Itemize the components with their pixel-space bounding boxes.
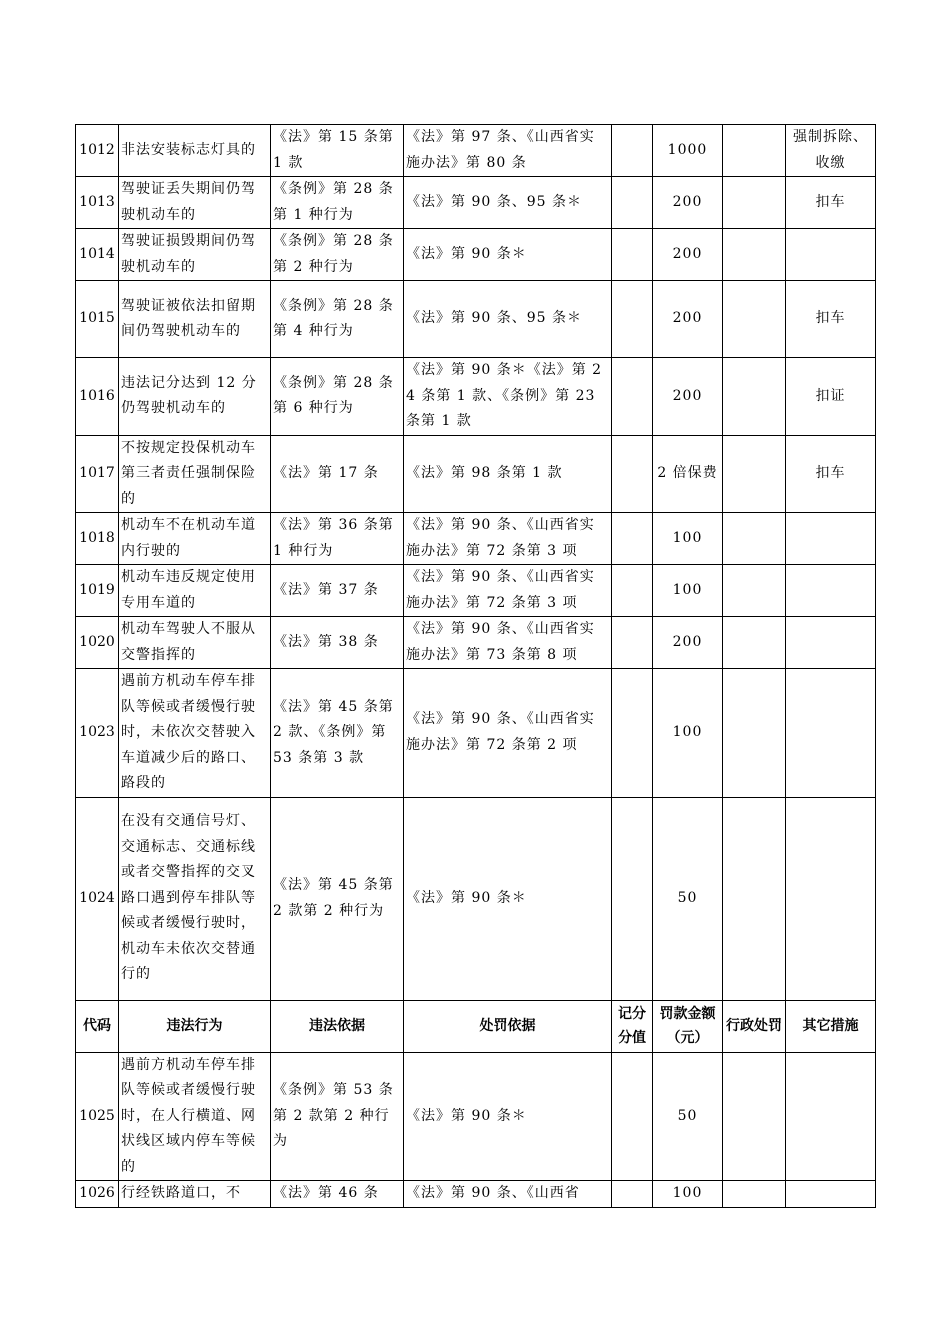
violation-basis-cell: 《条例》第 28 条第 1 种行为 [271,177,404,229]
table-row [76,797,876,1000]
behavior-cell: 不按规定投保机动车第三者责任强制保险的 [119,435,271,513]
code-cell: 1026 [76,1181,119,1208]
code-cell: 1025 [76,1052,119,1181]
table-row [76,177,876,229]
penalty-basis-cell: 《法》第 90 条、95 条＊ [404,177,612,229]
code-cell: 1014 [76,229,119,281]
points-cell [612,617,653,669]
table-row [76,1052,876,1181]
violation-basis-cell: 《法》第 45 条第 2 款第 2 种行为 [271,797,404,1000]
points-cell [612,1052,653,1181]
admin-penalty-cell [723,565,786,617]
points-cell [612,358,653,436]
other-measures-cell [786,513,876,565]
table-row [76,669,876,798]
fine-cell: 200 [653,177,723,229]
code-cell: 1018 [76,513,119,565]
code-cell: 1024 [76,797,119,1000]
fine-cell: 100 [653,1181,723,1208]
behavior-cell: 驾驶证损毁期间仍驾驶机动车的 [119,229,271,281]
points-cell [612,797,653,1000]
other-measures-cell [786,617,876,669]
admin-penalty-cell [723,177,786,229]
behavior-cell: 驾驶证丢失期间仍驾驶机动车的 [119,177,271,229]
other-measures-cell [786,229,876,281]
penalty-basis-cell: 《法》第 90 条、《山西省实施办法》第 72 条第 3 项 [404,565,612,617]
admin-penalty-cell [723,125,786,177]
admin-penalty-cell [723,358,786,436]
behavior-cell: 机动车违反规定使用专用车道的 [119,565,271,617]
penalty-basis-cell: 《法》第 90 条＊ [404,229,612,281]
header-points: 记分分值 [612,1000,653,1052]
violation-basis-cell: 《法》第 37 条 [271,565,404,617]
header-behavior: 违法行为 [119,1000,271,1052]
penalty-basis-cell: 《法》第 90 条＊ [404,1052,612,1181]
fine-cell: 50 [653,797,723,1000]
fine-cell: 1000 [653,125,723,177]
points-cell [612,1181,653,1208]
code-cell: 1019 [76,565,119,617]
header-violation-basis: 违法依据 [271,1000,404,1052]
header-fine: 罚款金额（元） [653,1000,723,1052]
fine-cell: 200 [653,229,723,281]
admin-penalty-cell [723,1052,786,1181]
admin-penalty-cell [723,1181,786,1208]
behavior-cell: 遇前方机动车停车排队等候或者缓慢行驶时，在人行横道、网状线区域内停车等候的 [119,1052,271,1181]
fine-cell: 50 [653,1052,723,1181]
behavior-cell: 违法记分达到 12 分仍驾驶机动车的 [119,358,271,436]
other-measures-cell [786,669,876,798]
table-row [76,125,876,177]
table-row [76,358,876,436]
behavior-cell: 非法安装标志灯具的 [119,125,271,177]
behavior-cell: 遇前方机动车停车排队等候或者缓慢行驶时，未依次交替驶入车道减少后的路口、路段的 [119,669,271,798]
table-row [76,229,876,281]
other-measures-cell [786,797,876,1000]
table-row [76,435,876,513]
admin-penalty-cell [723,513,786,565]
other-measures-cell: 强制拆除、收缴 [786,125,876,177]
fine-cell: 100 [653,565,723,617]
points-cell [612,125,653,177]
penalty-basis-cell: 《法》第 90 条、95 条＊ [404,281,612,358]
code-cell: 1023 [76,669,119,798]
table-row [76,617,876,669]
penalty-basis-cell: 《法》第 90 条、《山西省 [404,1181,612,1208]
table-row [76,281,876,358]
violation-basis-cell: 《法》第 45 条第 2 款、《条例》第 53 条第 3 款 [271,669,404,798]
table-row [76,1181,876,1208]
fine-cell: 100 [653,669,723,798]
header-admin-penalty: 行政处罚 [723,1000,786,1052]
table-row [76,565,876,617]
violation-basis-cell: 《条例》第 53 条第 2 款第 2 种行为 [271,1052,404,1181]
other-measures-cell: 扣证 [786,358,876,436]
table-row [76,513,876,565]
admin-penalty-cell [723,669,786,798]
penalty-basis-cell: 《法》第 90 条、《山西省实施办法》第 73 条第 8 项 [404,617,612,669]
points-cell [612,669,653,798]
admin-penalty-cell [723,617,786,669]
violation-basis-cell: 《法》第 38 条 [271,617,404,669]
header-penalty-basis: 处罚依据 [404,1000,612,1052]
fine-cell: 200 [653,617,723,669]
header-other-measures: 其它措施 [786,1000,876,1052]
other-measures-cell [786,1181,876,1208]
violation-basis-cell: 《法》第 15 条第 1 款 [271,125,404,177]
fine-cell: 200 [653,281,723,358]
points-cell [612,229,653,281]
fine-cell: 100 [653,513,723,565]
penalty-basis-cell: 《法》第 90 条＊ [404,797,612,1000]
violation-basis-cell: 《条例》第 28 条第 4 种行为 [271,281,404,358]
header-code: 代码 [76,1000,119,1052]
behavior-cell: 驾驶证被依法扣留期间仍驾驶机动车的 [119,281,271,358]
admin-penalty-cell [723,797,786,1000]
violation-table [75,124,876,1208]
points-cell [612,565,653,617]
penalty-basis-cell: 《法》第 90 条、《山西省实施办法》第 72 条第 2 项 [404,669,612,798]
other-measures-cell: 扣车 [786,435,876,513]
code-cell: 1012 [76,125,119,177]
admin-penalty-cell [723,435,786,513]
other-measures-cell: 扣车 [786,177,876,229]
behavior-cell: 行经铁路道口，不 [119,1181,271,1208]
other-measures-cell: 扣车 [786,281,876,358]
penalty-basis-cell: 《法》第 90 条、《山西省实施办法》第 72 条第 3 项 [404,513,612,565]
violation-basis-cell: 《法》第 17 条 [271,435,404,513]
points-cell [612,177,653,229]
admin-penalty-cell [723,281,786,358]
code-cell: 1016 [76,358,119,436]
violation-basis-cell: 《法》第 46 条 [271,1181,404,1208]
penalty-basis-cell: 《法》第 98 条第 1 款 [404,435,612,513]
points-cell [612,281,653,358]
other-measures-cell [786,565,876,617]
points-cell [612,435,653,513]
table-header-row [76,1000,876,1052]
violation-basis-cell: 《法》第 36 条第 1 种行为 [271,513,404,565]
code-cell: 1015 [76,281,119,358]
admin-penalty-cell [723,229,786,281]
code-cell: 1017 [76,435,119,513]
behavior-cell: 机动车不在机动车道内行驶的 [119,513,271,565]
points-cell [612,513,653,565]
violation-basis-cell: 《条例》第 28 条第 2 种行为 [271,229,404,281]
penalty-basis-cell: 《法》第 90 条＊《法》第 24 条第 1 款、《条例》第 23 条第 1 款 [404,358,612,436]
behavior-cell: 在没有交通信号灯、交通标志、交通标线或者交警指挥的交叉路口遇到停车排队等候或者缓慢行驶时，机动车未依次交替通行的 [119,797,271,1000]
penalty-basis-cell: 《法》第 97 条、《山西省实施办法》第 80 条 [404,125,612,177]
behavior-cell: 机动车驾驶人不服从交警指挥的 [119,617,271,669]
code-cell: 1013 [76,177,119,229]
code-cell: 1020 [76,617,119,669]
violation-basis-cell: 《条例》第 28 条第 6 种行为 [271,358,404,436]
fine-cell: 2 倍保费 [653,435,723,513]
other-measures-cell [786,1052,876,1181]
fine-cell: 200 [653,358,723,436]
